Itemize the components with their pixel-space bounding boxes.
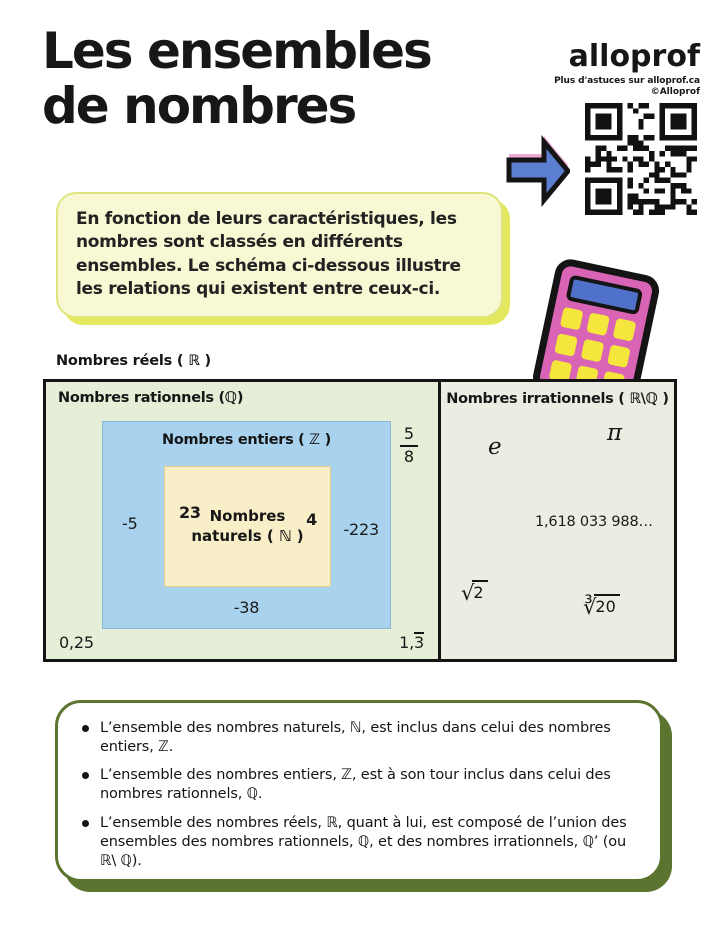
- golden-ratio-value: 1,618 033 988…: [535, 514, 653, 530]
- page-title: [42, 24, 431, 134]
- rationals-region: [46, 382, 438, 659]
- fraction-numerator: 5: [400, 426, 418, 447]
- integer-example-1: -5: [122, 514, 138, 533]
- irrationals-region: [438, 382, 674, 659]
- cbrt-20: [583, 594, 620, 619]
- sqrt-radicand: 2: [472, 580, 487, 602]
- natural-example-1: 23: [179, 503, 201, 522]
- alloprof-logo: alloprof: [568, 39, 700, 74]
- calculator-key: [581, 339, 605, 363]
- page-title-line2: de nombres: [42, 77, 356, 135]
- reals-set-label: Nombres réels ( ℝ ): [56, 353, 211, 369]
- summary-notes-box: [55, 700, 663, 882]
- integer-example-3: -38: [233, 598, 260, 617]
- cbrt-radicand: 20: [594, 594, 619, 616]
- integers-label: Nombres entiers ( ℤ ): [162, 432, 331, 448]
- cbrt-symbol: ∛: [583, 595, 597, 619]
- rational-example-repeating: [399, 632, 424, 652]
- note-item: [82, 719, 640, 757]
- rational-example-decimal: 0,25: [59, 633, 94, 652]
- integer-example-2: -223: [343, 520, 379, 539]
- brand-tagline: Plus d'astuces sur alloprof.ca: [554, 76, 700, 86]
- calculator-key: [554, 333, 578, 357]
- integers-region: [102, 421, 391, 629]
- calculator-key: [613, 318, 637, 342]
- euler-number: e: [488, 434, 502, 460]
- calculator-key: [560, 307, 584, 331]
- brand-block: [554, 39, 700, 97]
- pi-symbol: π: [607, 420, 623, 446]
- note-text-1: L’ensemble des nombres naturels, ℕ, est inclus dans celui des nombres entiers, ℤ.: [100, 720, 611, 756]
- bullet-icon: [82, 820, 89, 827]
- repeating-base: 1,: [399, 633, 415, 652]
- number-sets-diagram: [43, 379, 677, 662]
- calculator-key: [586, 312, 610, 336]
- natural-example-2: 4: [306, 510, 317, 529]
- fraction-denominator: 8: [403, 446, 414, 466]
- repeating-digit: 3: [414, 633, 424, 652]
- sqrt-2: [461, 580, 488, 605]
- sqrt-symbol: √: [461, 581, 475, 605]
- intro-text: En fonction de leurs caractéristiques, les nombres sont classés en différents ensembles. Le schéma ci-dessous illustre les relations qui existent entre ceux-ci.: [76, 209, 461, 300]
- note-text-2: L’ensemble des nombres entiers, ℤ, est à son tour inclus dans celui des nombres rationnels, ℚ.: [100, 767, 611, 803]
- naturals-label-line2: naturels ( ℕ ): [191, 526, 304, 545]
- bullet-icon: [82, 772, 89, 779]
- note-item: [82, 766, 640, 804]
- bullet-icon: [82, 725, 89, 732]
- irrationals-label: Nombres irrationnels ( ℝ\ℚ ): [446, 391, 669, 407]
- brand-copyright: ©Alloprof: [650, 87, 700, 97]
- note-text-3: L’ensemble des nombres réels, ℝ, quant à lui, est composé de l’union des ensembles des nombres rationnels, ℚ, et des nombres irrationnels, ℚ’ (ou ℝ\ ℚ).: [100, 814, 627, 869]
- rationals-label: Nombres rationnels (ℚ): [58, 390, 244, 406]
- naturals-region: [164, 466, 331, 587]
- calculator-key: [607, 344, 631, 368]
- qr-code: [585, 103, 697, 215]
- arrow-right-icon: [506, 134, 570, 208]
- rational-example-fraction: [400, 426, 418, 466]
- naturals-label-line1: Nombres: [209, 507, 286, 525]
- note-item: [82, 814, 640, 871]
- page-title-line1: Les ensembles: [42, 22, 431, 80]
- intro-callout: [56, 192, 503, 318]
